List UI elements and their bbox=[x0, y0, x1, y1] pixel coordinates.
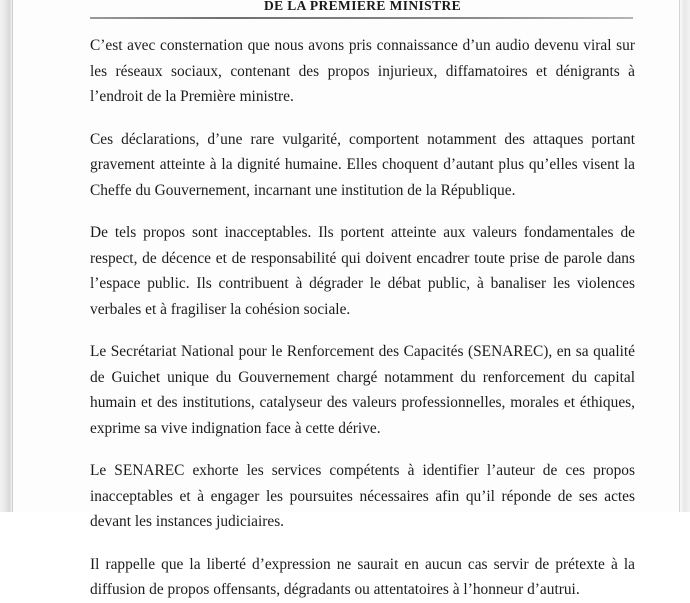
paragraph-1: C’est avec consternation que nous avons pris connaissance d’un audio devenu viral sur les réseaux sociaux, contenant des propos injurieux, diffamatoires et dénigrants à l’endroit de la Première ministre. bbox=[90, 37, 635, 105]
letterhead-heading bbox=[90, 0, 635, 11]
page-left-edge-line bbox=[12, 0, 13, 512]
paragraph-5: Le SENAREC exhorte les services compétents à identifier l’auteur de ces propos inacceptables et à engager les poursuites nécessaires afin qu’il réponde de ses actes devant les instances judiciaires. bbox=[90, 462, 635, 530]
paragraph-3: De tels propos sont inacceptables. Ils portent atteinte aux valeurs fondamentales de respect, de décence et de responsabilité qui doivent encadrer toute prise de parole dans l’espace public. Ils contribuent à dégrader le débat public, à banaliser les violences verbales et à fragiliser la cohésion sociale. bbox=[90, 224, 635, 318]
paragraph-4: Le Secrétariat National pour le Renforcement des Capacités (SENAREC), en sa qualité de Guichet unique du Gouvernement chargé notamment du renforcement du capital humain et des institutions, catalyseur des valeurs professionnelles, morales et éthiques, exprime sa vive indignation face à cette dérive. bbox=[90, 343, 635, 437]
page-right-edge-shadow bbox=[679, 0, 690, 512]
paragraph-list bbox=[90, 33, 635, 603]
page-right-edge-line bbox=[679, 0, 680, 512]
paragraph-2: Ces déclarations, d’une rare vulgarité, comportent notamment des attaques portant gravement atteinte à la dignité humaine. Elles choquent d’autant plus qu’elles visent la Cheffe du Gouvernement, incarnant une institution de la République. bbox=[90, 130, 635, 199]
document-body bbox=[90, 0, 635, 603]
letterhead-line: DE LA PREMIERE MINISTRE bbox=[263, 0, 462, 11]
letterhead-divider-rule bbox=[90, 17, 633, 19]
paragraph-6: Il rappelle que la liberté d’expression ne saurait en aucun cas servir de prétexte à la diffusion de propos offensants, dégradants ou attentatoires à l’honneur d’autrui. bbox=[90, 555, 635, 598]
